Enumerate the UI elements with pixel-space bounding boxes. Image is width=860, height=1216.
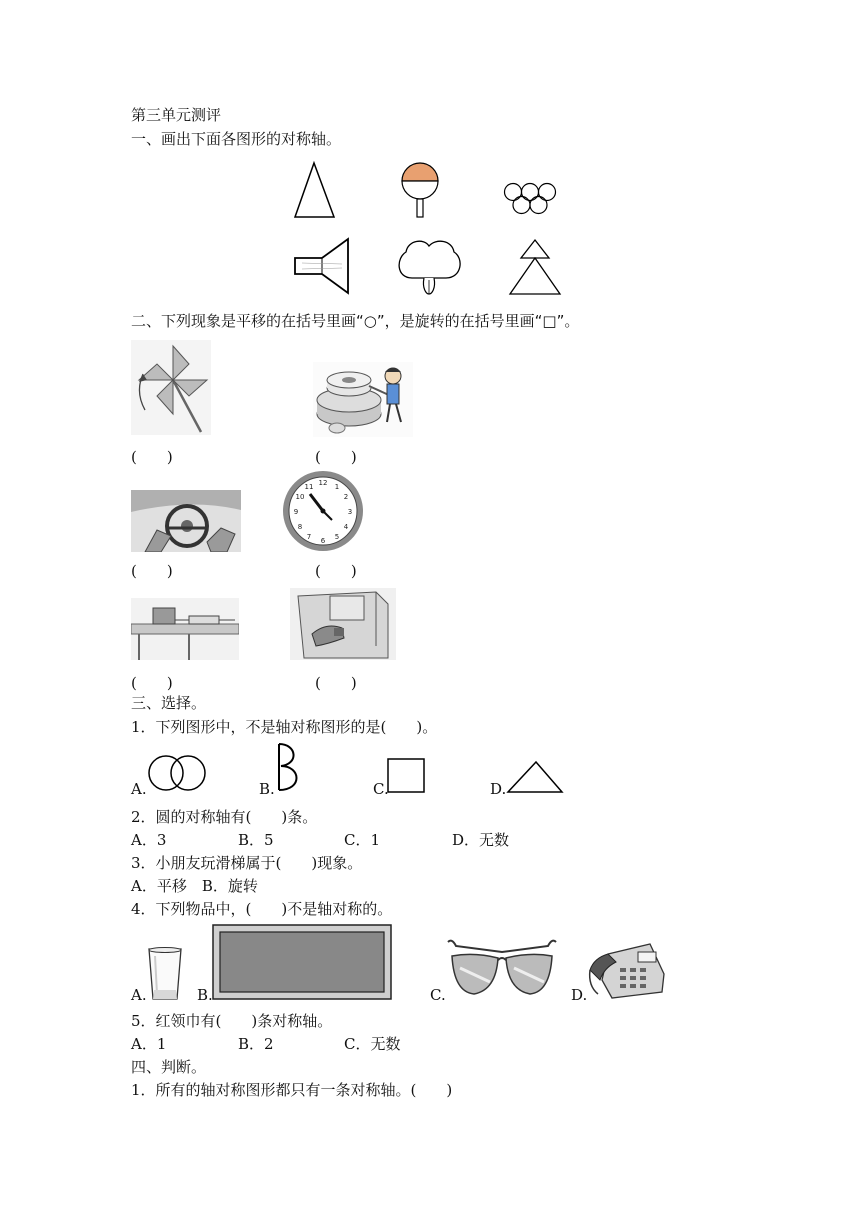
paren-2[interactable]: ( ) (315, 448, 357, 466)
section2-heading: 二、下列现象是平移的在括号里画“○”，是旋转的在括号里画“□”。 (131, 312, 580, 330)
section3-heading: 三、选择。 (131, 694, 207, 712)
stacked-triangles-icon (506, 236, 564, 298)
q3-1-option-b: B. (259, 780, 275, 798)
pinwheel-icon (131, 340, 211, 435)
paren-6[interactable]: ( ) (315, 674, 357, 692)
q3-2-text: 2．圆的对称轴有( )条。 (131, 808, 318, 826)
q3-4-option-c: C. (430, 986, 446, 1004)
trumpet-icon (292, 236, 352, 296)
letter-b-shape-icon[interactable] (275, 742, 307, 794)
q3-2-option-d: D．无数 (452, 831, 510, 849)
q3-3-text: 3．小朋友玩滑梯属于( )现象。 (131, 854, 363, 872)
q3-1-text: 1．下列图形中，不是轴对称图形的是( )。 (131, 718, 438, 736)
svg-text:8: 8 (297, 523, 303, 531)
triangle-icon (290, 160, 340, 220)
paren-1[interactable]: ( ) (131, 448, 173, 466)
sunglasses-icon[interactable] (444, 938, 560, 1000)
page-title: 第三单元测评 (131, 106, 222, 124)
q3-4-text: 4．下列物品中，( )不是轴对称的。 (131, 900, 393, 918)
clock-icon (280, 468, 366, 554)
square-icon[interactable] (386, 758, 426, 794)
ping-pong-paddle-icon (398, 157, 443, 219)
svg-text:1: 1 (334, 483, 340, 491)
q3-3-options: A．平移 B．旋转 (131, 877, 258, 895)
steering-wheel-icon (131, 490, 241, 552)
paren-3[interactable]: ( ) (131, 562, 173, 580)
q3-2-option-b: B．5 (238, 831, 274, 849)
q3-1-option-a: A. (131, 780, 147, 798)
q3-1-option-c: C. (373, 780, 389, 798)
drawer-slide-icon (131, 598, 239, 660)
interlocking-circles-icon[interactable] (146, 752, 208, 794)
svg-text:9: 9 (293, 508, 299, 516)
svg-text:12: 12 (318, 479, 328, 487)
svg-text:11: 11 (304, 483, 314, 491)
svg-text:7: 7 (306, 533, 312, 541)
glass-cup-icon[interactable] (146, 946, 184, 1002)
q3-5-option-c: C．无数 (344, 1035, 401, 1053)
svg-text:2: 2 (343, 493, 349, 501)
svg-text:5: 5 (334, 533, 340, 541)
olympic-rings-icon (502, 179, 560, 219)
paren-4[interactable]: ( ) (315, 562, 357, 580)
q3-5-text: 5．红领巾有( )条对称轴。 (131, 1012, 333, 1030)
section1-heading: 一、画出下面各图形的对称轴。 (131, 130, 342, 148)
telephone-icon[interactable] (586, 940, 666, 1002)
elevator-door-icon (290, 588, 396, 660)
q3-4-option-d: D. (571, 986, 588, 1004)
svg-text:6: 6 (320, 537, 326, 545)
q3-2-option-a: A．3 (131, 831, 167, 849)
q3-5-option-b: B．2 (238, 1035, 274, 1053)
cloud-icon (394, 236, 464, 298)
svg-text:10: 10 (295, 493, 305, 501)
q3-4-option-a: A. (131, 986, 147, 1004)
millstone-icon (313, 362, 413, 437)
svg-text:4: 4 (343, 523, 349, 531)
triangle-option-icon[interactable] (504, 760, 566, 794)
paren-5[interactable]: ( ) (131, 674, 173, 692)
q3-4-option-b: B. (197, 986, 213, 1004)
q3-1-option-d: D. (490, 780, 507, 798)
q3-5-option-a: A．1 (131, 1035, 167, 1053)
q3-2-option-c: C．1 (344, 831, 381, 849)
svg-text:3: 3 (347, 508, 353, 516)
q4-1-text: 1．所有的轴对称图形都只有一条对称轴。( ) (131, 1081, 453, 1099)
section4-heading: 四、判断。 (131, 1058, 207, 1076)
picture-frame-icon[interactable] (212, 924, 392, 1000)
